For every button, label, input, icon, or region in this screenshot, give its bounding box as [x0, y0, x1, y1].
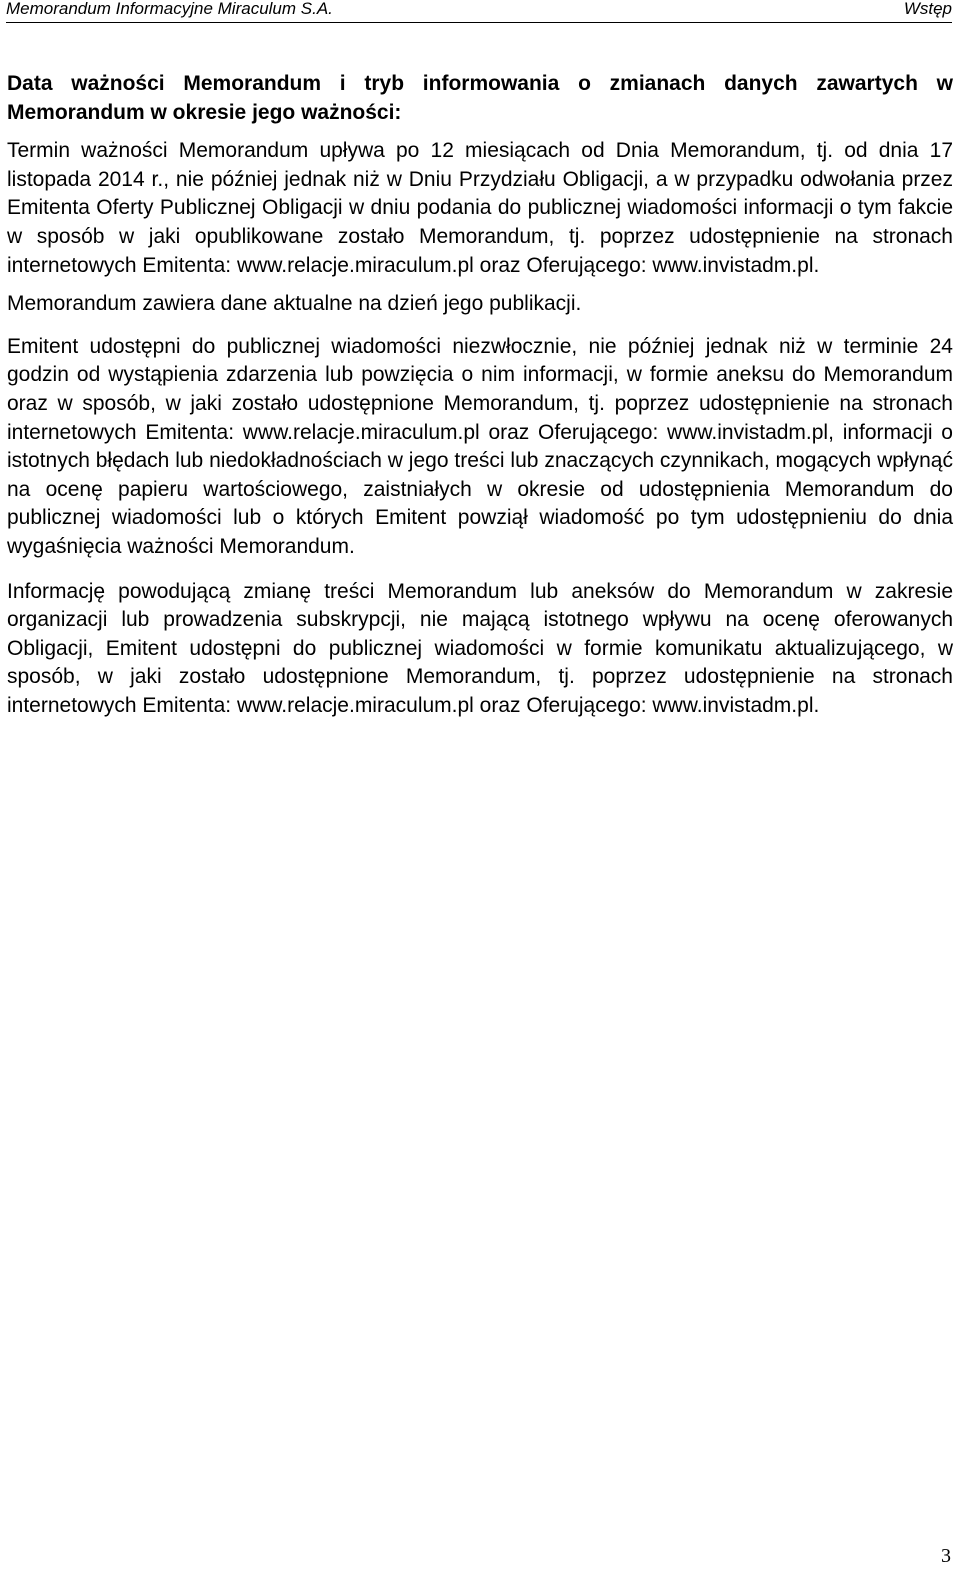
paragraph-data-currency: Memorandum zawiera dane aktualne na dzień jego publikacji. [7, 292, 582, 316]
paragraph-annex-disclosure: Emitent udostępni do publicznej wiadomości niezwłocznie, nie później jednak niż w terminie 24 godzin od wystąpienia zdarzenia lub powzięcia o nim informacji, w formie aneksu do Memorandum oraz w sposób, w jaki zostało udostępnione Memorandum, tj. poprzez udostępnienie na stronach internetowych Emitenta: www.relacje.miraculum.pl oraz Oferującego: www.invistadm.pl, informacji o istotnych błędach lub niedokładnościach w jego treści lub znaczących czynnikach, mogących wpłynąć na ocenę papieru wartościowego, zaistniałych w okresie od udostępnienia Memorandum do publicznej wiadomości lub o których Emitent powziął wiadomość po tym udostępnieniu do dnia wygaśnięcia ważności Memorandum. [7, 334, 953, 558]
page-number: 3 [941, 1545, 951, 1567]
section-heading: Data ważności Memorandum i tryb informowania o zmianach danych zawartych w Memorandum w okresie jego ważności: [7, 72, 953, 124]
page-content [7, 70, 953, 720]
document-title: Memorandum Informacyjne Miraculum S.A. [6, 0, 333, 18]
chapter-title: Wstęp [903, 0, 952, 18]
page-header [6, 0, 952, 23]
paragraph-update-notice: Informację powodującą zmianę treści Memorandum lub aneksów do Memorandum w zakresie organizacji lub prowadzenia subskrypcji, nie mającą istotnego wpływu na ocenę oferowanych Obligacji, Emitent udostępni do publicznej wiadomości w formie komunikatu aktualizującego, w sposób, w jaki zostało udostępnione Memorandum, tj. poprzez udostępnienie na stronach internetowych Emitenta: www.relacje.miraculum.pl oraz Oferującego: www.invistadm.pl. [7, 579, 953, 717]
paragraph-validity-term: Termin ważności Memorandum upływa po 12 miesiącach od Dnia Memorandum, tj. od dnia 17 listopada 2014 r., nie później jednak niż w Dniu Przydziału Obligacji, a w przypadku odwołania przez Emitenta Oferty Publicznej Obligacji w dniu podania do publicznej wiadomości informacji o tym fakcie w sposób w jaki opublikowane zostało Memorandum, tj. poprzez udostępnienie na stronach internetowych Emitenta: www.relacje.miraculum.pl oraz Oferującego: www.invistadm.pl. [7, 139, 953, 277]
